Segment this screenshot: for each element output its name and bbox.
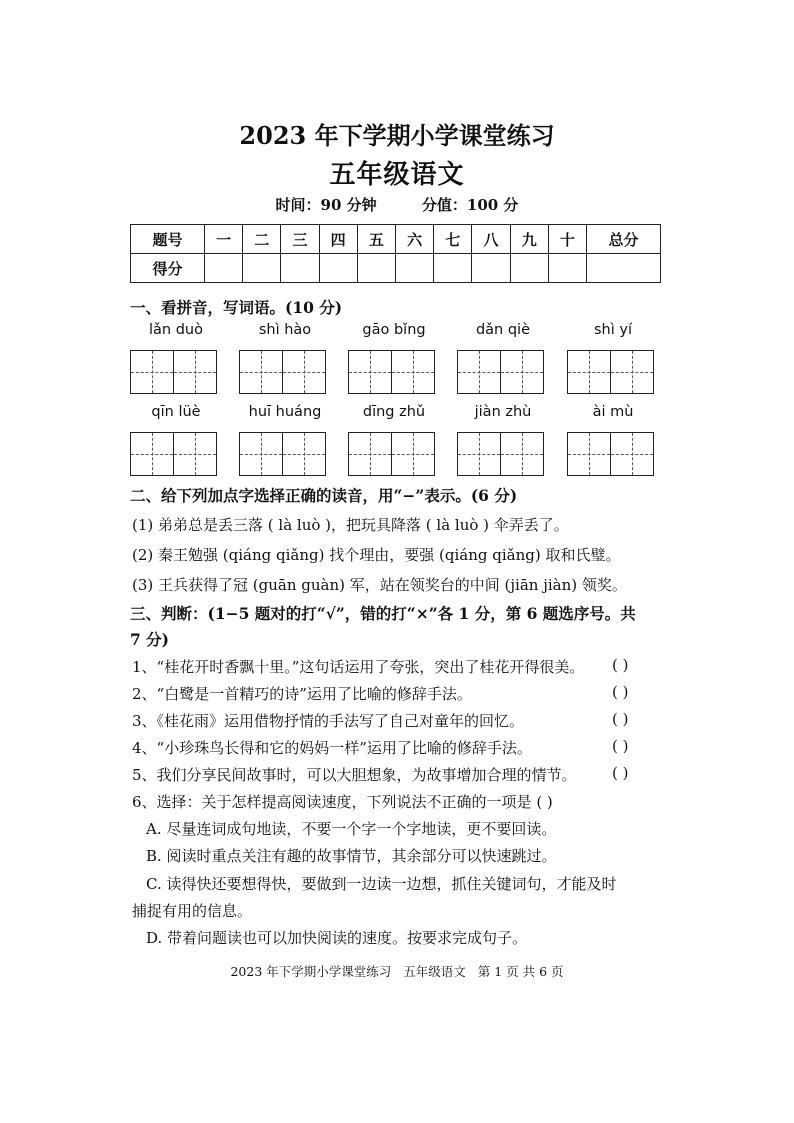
score-cell: 四 xyxy=(319,225,357,254)
score-cell: 一 xyxy=(204,225,242,254)
writing-cell[interactable] xyxy=(348,350,392,394)
answer-paren[interactable]: ( ) xyxy=(612,656,629,674)
answer-paren[interactable]: ( ) xyxy=(612,710,629,728)
answer-paren[interactable]: ( ) xyxy=(612,683,629,701)
score-blank-cell[interactable] xyxy=(395,254,433,283)
score-table-score-row xyxy=(131,254,661,283)
writing-cell[interactable] xyxy=(282,350,326,394)
section2-item-1: (1) 弟弟总是丢三落 ( là luò )，把玩具降落 ( là luò ) 伞弄丢了。 xyxy=(132,516,569,534)
section2-title: 二、给下列加点字选择正确的读音，用“−”表示。(6 分) xyxy=(130,486,518,505)
judge-item-4: 4、“小珍珠鸟长得和它的妈妈一样”运用了比喻的修辞手法。 xyxy=(132,739,532,757)
pinyin-group xyxy=(457,404,549,476)
answer-paren[interactable]: ( ) xyxy=(612,764,629,782)
section3-title: 三、判断：(1−5 题对的打“√”，错的打“×”各 1 分，第 6 题选序号。共 xyxy=(130,604,636,623)
pinyin-label: ài mù xyxy=(592,404,634,420)
score-cell: 六 xyxy=(395,225,433,254)
writing-cell[interactable] xyxy=(610,350,654,394)
answer-paren[interactable]: ( ) xyxy=(612,737,629,755)
exam-meta xyxy=(0,194,794,215)
pinyin-group xyxy=(457,322,549,394)
exam-subtitle: 五年级语文 xyxy=(329,160,465,190)
writing-cell[interactable] xyxy=(610,432,654,476)
writing-cell[interactable] xyxy=(130,432,174,476)
pinyin-label: shì yí xyxy=(594,322,632,338)
pinyin-label: lǎn duò xyxy=(149,322,203,338)
footer-page: 第 1 页 共 6 页 xyxy=(477,964,564,979)
score-table-header-row xyxy=(131,225,661,254)
exam-title: 2023 年下学期小学课堂练习 xyxy=(239,121,555,150)
pinyin-label: dǎn qiè xyxy=(475,322,531,338)
option-c-cont: 捕捉有用的信息。 xyxy=(132,902,253,920)
exam-time: 时间：90 分钟 xyxy=(275,196,377,214)
score-cell: 二 xyxy=(243,225,281,254)
pinyin-group xyxy=(130,322,222,394)
score-cell: 九 xyxy=(510,225,548,254)
pinyin-label: jiàn zhù xyxy=(474,404,532,420)
section2-item-2: (2) 秦王勉强 (qiáng qiǎng) 找个理由，要强 (qiáng qiǎng) 取和氏璧。 xyxy=(132,546,621,564)
option-b[interactable]: B. 阅读时重点关注有趣的故事情节，其余部分可以快速跳过。 xyxy=(146,847,557,865)
writing-cell[interactable] xyxy=(391,350,435,394)
option-a[interactable]: A. 尽量连词成句地读，不要一个字一个字地读，更不要回读。 xyxy=(146,820,557,838)
score-cell: 三 xyxy=(281,225,319,254)
score-cell: 七 xyxy=(434,225,472,254)
judge-item-1: 1、“桂花开时香飘十里。”这句话运用了夸张，突出了桂花开得很美。 xyxy=(132,658,585,676)
writing-cell[interactable] xyxy=(457,350,501,394)
pinyin-group xyxy=(348,404,440,476)
section2-item-3: (3) 王兵获得了冠 (guān guàn) 军，站在领奖台的中间 (jiān jiàn) 领奖。 xyxy=(132,576,627,594)
writing-cell[interactable] xyxy=(173,350,217,394)
score-table xyxy=(130,224,661,283)
section1-title: 一、看拼音，写词语。(10 分) xyxy=(130,298,343,317)
question-6: 6、选择：关于怎样提高阅读速度，下列说法不正确的一项是 ( ) xyxy=(132,793,553,811)
score-cell: 五 xyxy=(357,225,395,254)
pinyin-group xyxy=(130,404,222,476)
score-blank-cell[interactable] xyxy=(587,254,661,283)
pinyin-group xyxy=(567,322,659,394)
writing-cell[interactable] xyxy=(457,432,501,476)
writing-cell[interactable] xyxy=(239,432,283,476)
judge-item-3: 3、《桂花雨》运用借物抒情的手法写了自己对童年的回忆。 xyxy=(132,712,525,730)
footer-subject: 五年级语文 xyxy=(403,964,466,979)
pinyin-group xyxy=(239,322,331,394)
pinyin-label: huī huáng xyxy=(248,404,322,420)
pinyin-label: shì hào xyxy=(258,322,312,338)
option-c[interactable]: C. 读得快还要想得快，要做到一边读一边想，抓住关键词句，才能及时 xyxy=(146,875,617,893)
footer-exam: 2023 年下学期小学课堂练习 xyxy=(230,964,392,979)
score-cell: 十 xyxy=(548,225,586,254)
score-blank-cell[interactable] xyxy=(510,254,548,283)
writing-cell[interactable] xyxy=(173,432,217,476)
score-cell: 得分 xyxy=(131,254,205,283)
writing-cell[interactable] xyxy=(239,350,283,394)
score-blank-cell[interactable] xyxy=(434,254,472,283)
writing-cell[interactable] xyxy=(567,432,611,476)
score-blank-cell[interactable] xyxy=(204,254,242,283)
judge-item-5: 5、我们分享民间故事时，可以大胆想象，为故事增加合理的情节。 xyxy=(132,766,577,784)
writing-cell[interactable] xyxy=(567,350,611,394)
option-d[interactable]: D. 带着问题读也可以加快阅读的速度。按要求完成句子。 xyxy=(146,929,528,947)
score-blank-cell[interactable] xyxy=(243,254,281,283)
writing-cell[interactable] xyxy=(500,432,544,476)
exam-score: 分值：100 分 xyxy=(421,196,519,214)
score-blank-cell[interactable] xyxy=(472,254,510,283)
pinyin-label: qīn lüè xyxy=(151,404,201,420)
page-footer xyxy=(0,962,794,980)
pinyin-group xyxy=(348,322,440,394)
writing-cell[interactable] xyxy=(500,350,544,394)
writing-cell[interactable] xyxy=(282,432,326,476)
pinyin-group xyxy=(239,404,331,476)
score-blank-cell[interactable] xyxy=(319,254,357,283)
score-cell: 题号 xyxy=(131,225,205,254)
score-cell: 总分 xyxy=(587,225,661,254)
pinyin-label: gāo bǐng xyxy=(362,322,426,338)
writing-cell[interactable] xyxy=(348,432,392,476)
section3-title-cont: 7 分) xyxy=(130,630,170,649)
judge-item-2: 2、“白鹭是一首精巧的诗”运用了比喻的修辞手法。 xyxy=(132,685,472,703)
writing-cell[interactable] xyxy=(130,350,174,394)
score-blank-cell[interactable] xyxy=(357,254,395,283)
writing-cell[interactable] xyxy=(391,432,435,476)
score-cell: 八 xyxy=(472,225,510,254)
score-blank-cell[interactable] xyxy=(281,254,319,283)
pinyin-label: dīng zhǔ xyxy=(362,404,426,420)
pinyin-group xyxy=(567,404,659,476)
score-blank-cell[interactable] xyxy=(548,254,586,283)
